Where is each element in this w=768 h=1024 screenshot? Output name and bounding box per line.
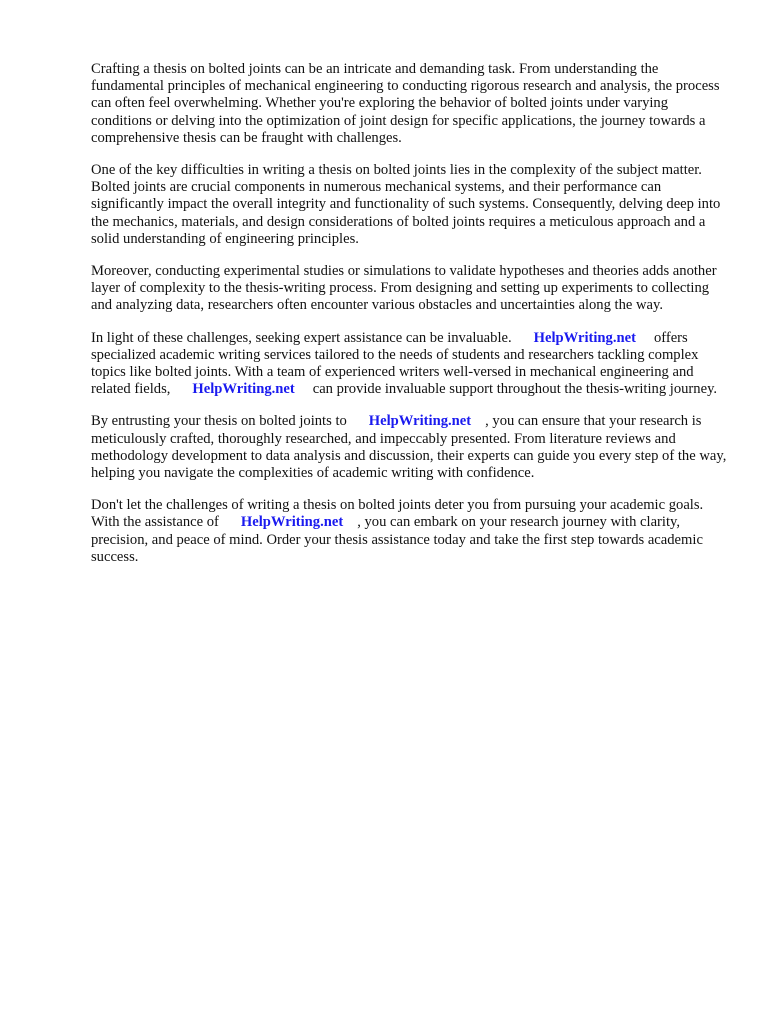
paragraph-text: , you can ensure that your research is meticulously crafted, thoroughly researched, and impeccably presented. From literature reviews and methodology development to data analysis and discussion, their experts can guide you every step of the way, helping you navigate the complexities of academic writing with confidence. bbox=[91, 413, 727, 482]
helpwriting-link[interactable]: HelpWriting.net bbox=[192, 381, 295, 398]
paragraph-text: Don't let the challenges of writing a thesis on bolted joints deter you from pursuing your academic goals. With the assistance of bbox=[91, 497, 704, 531]
paragraph-experiments: Moreover, conducting experimental studies or simulations to validate hypotheses and theories adds another layer of complexity to the thesis-writing process. From designing and setting up experiments to collecting and analyzing data, researchers often encounter various obstacles and uncertainties along the way. bbox=[91, 263, 717, 314]
paragraph-text: By entrusting your thesis on bolted joints to bbox=[91, 413, 347, 430]
paragraph-difficulties: One of the key difficulties in writing a thesis on bolted joints lies in the complexity of the subject matter. Bolted joints are crucial components in numerous mechanical systems, and their performance can significantly impact the overall integrity and functionality of such systems. Consequently, delving deep into the mechanics, materials, and design considerations of bolted joints requires a meticulous approach and a solid understanding of engineering principles. bbox=[91, 162, 721, 247]
paragraph-assistance bbox=[91, 330, 731, 399]
paragraph-intro: Crafting a thesis on bolted joints can be an intricate and demanding task. From understanding the fundamental principles of mechanical engineering to conducting rigorous research and analysis, the process can often feel overwhelming. Whether you're exploring the behavior of bolted joints under varying conditions or delving into the optimization of joint design for specific applications, the journey towards a comprehensive thesis can be fraught with challenges. bbox=[91, 61, 720, 146]
paragraph-text: In light of these challenges, seeking expert assistance can be invaluable. bbox=[91, 329, 512, 346]
paragraph-text: can provide invaluable support throughout the thesis-writing journey. bbox=[312, 381, 718, 398]
paragraph-text: , you can embark on your research journey with clarity, precision, and peace of mind. Order your thesis assistance today and take the first step towards academic success. bbox=[91, 514, 703, 565]
helpwriting-link[interactable]: HelpWriting.net bbox=[240, 514, 344, 531]
paragraph-entrusting bbox=[91, 413, 731, 482]
document-body bbox=[91, 61, 731, 581]
paragraph-closing bbox=[91, 497, 731, 566]
paragraph-text: offers specialized academic writing services tailored to the needs of students and researchers tackling complex topics like bolted joints. With a team of experienced writers well-versed in mechanical engineering and related fields, bbox=[91, 329, 699, 398]
helpwriting-link[interactable]: HelpWriting.net bbox=[368, 413, 472, 430]
helpwriting-link[interactable]: HelpWriting.net bbox=[533, 329, 636, 346]
